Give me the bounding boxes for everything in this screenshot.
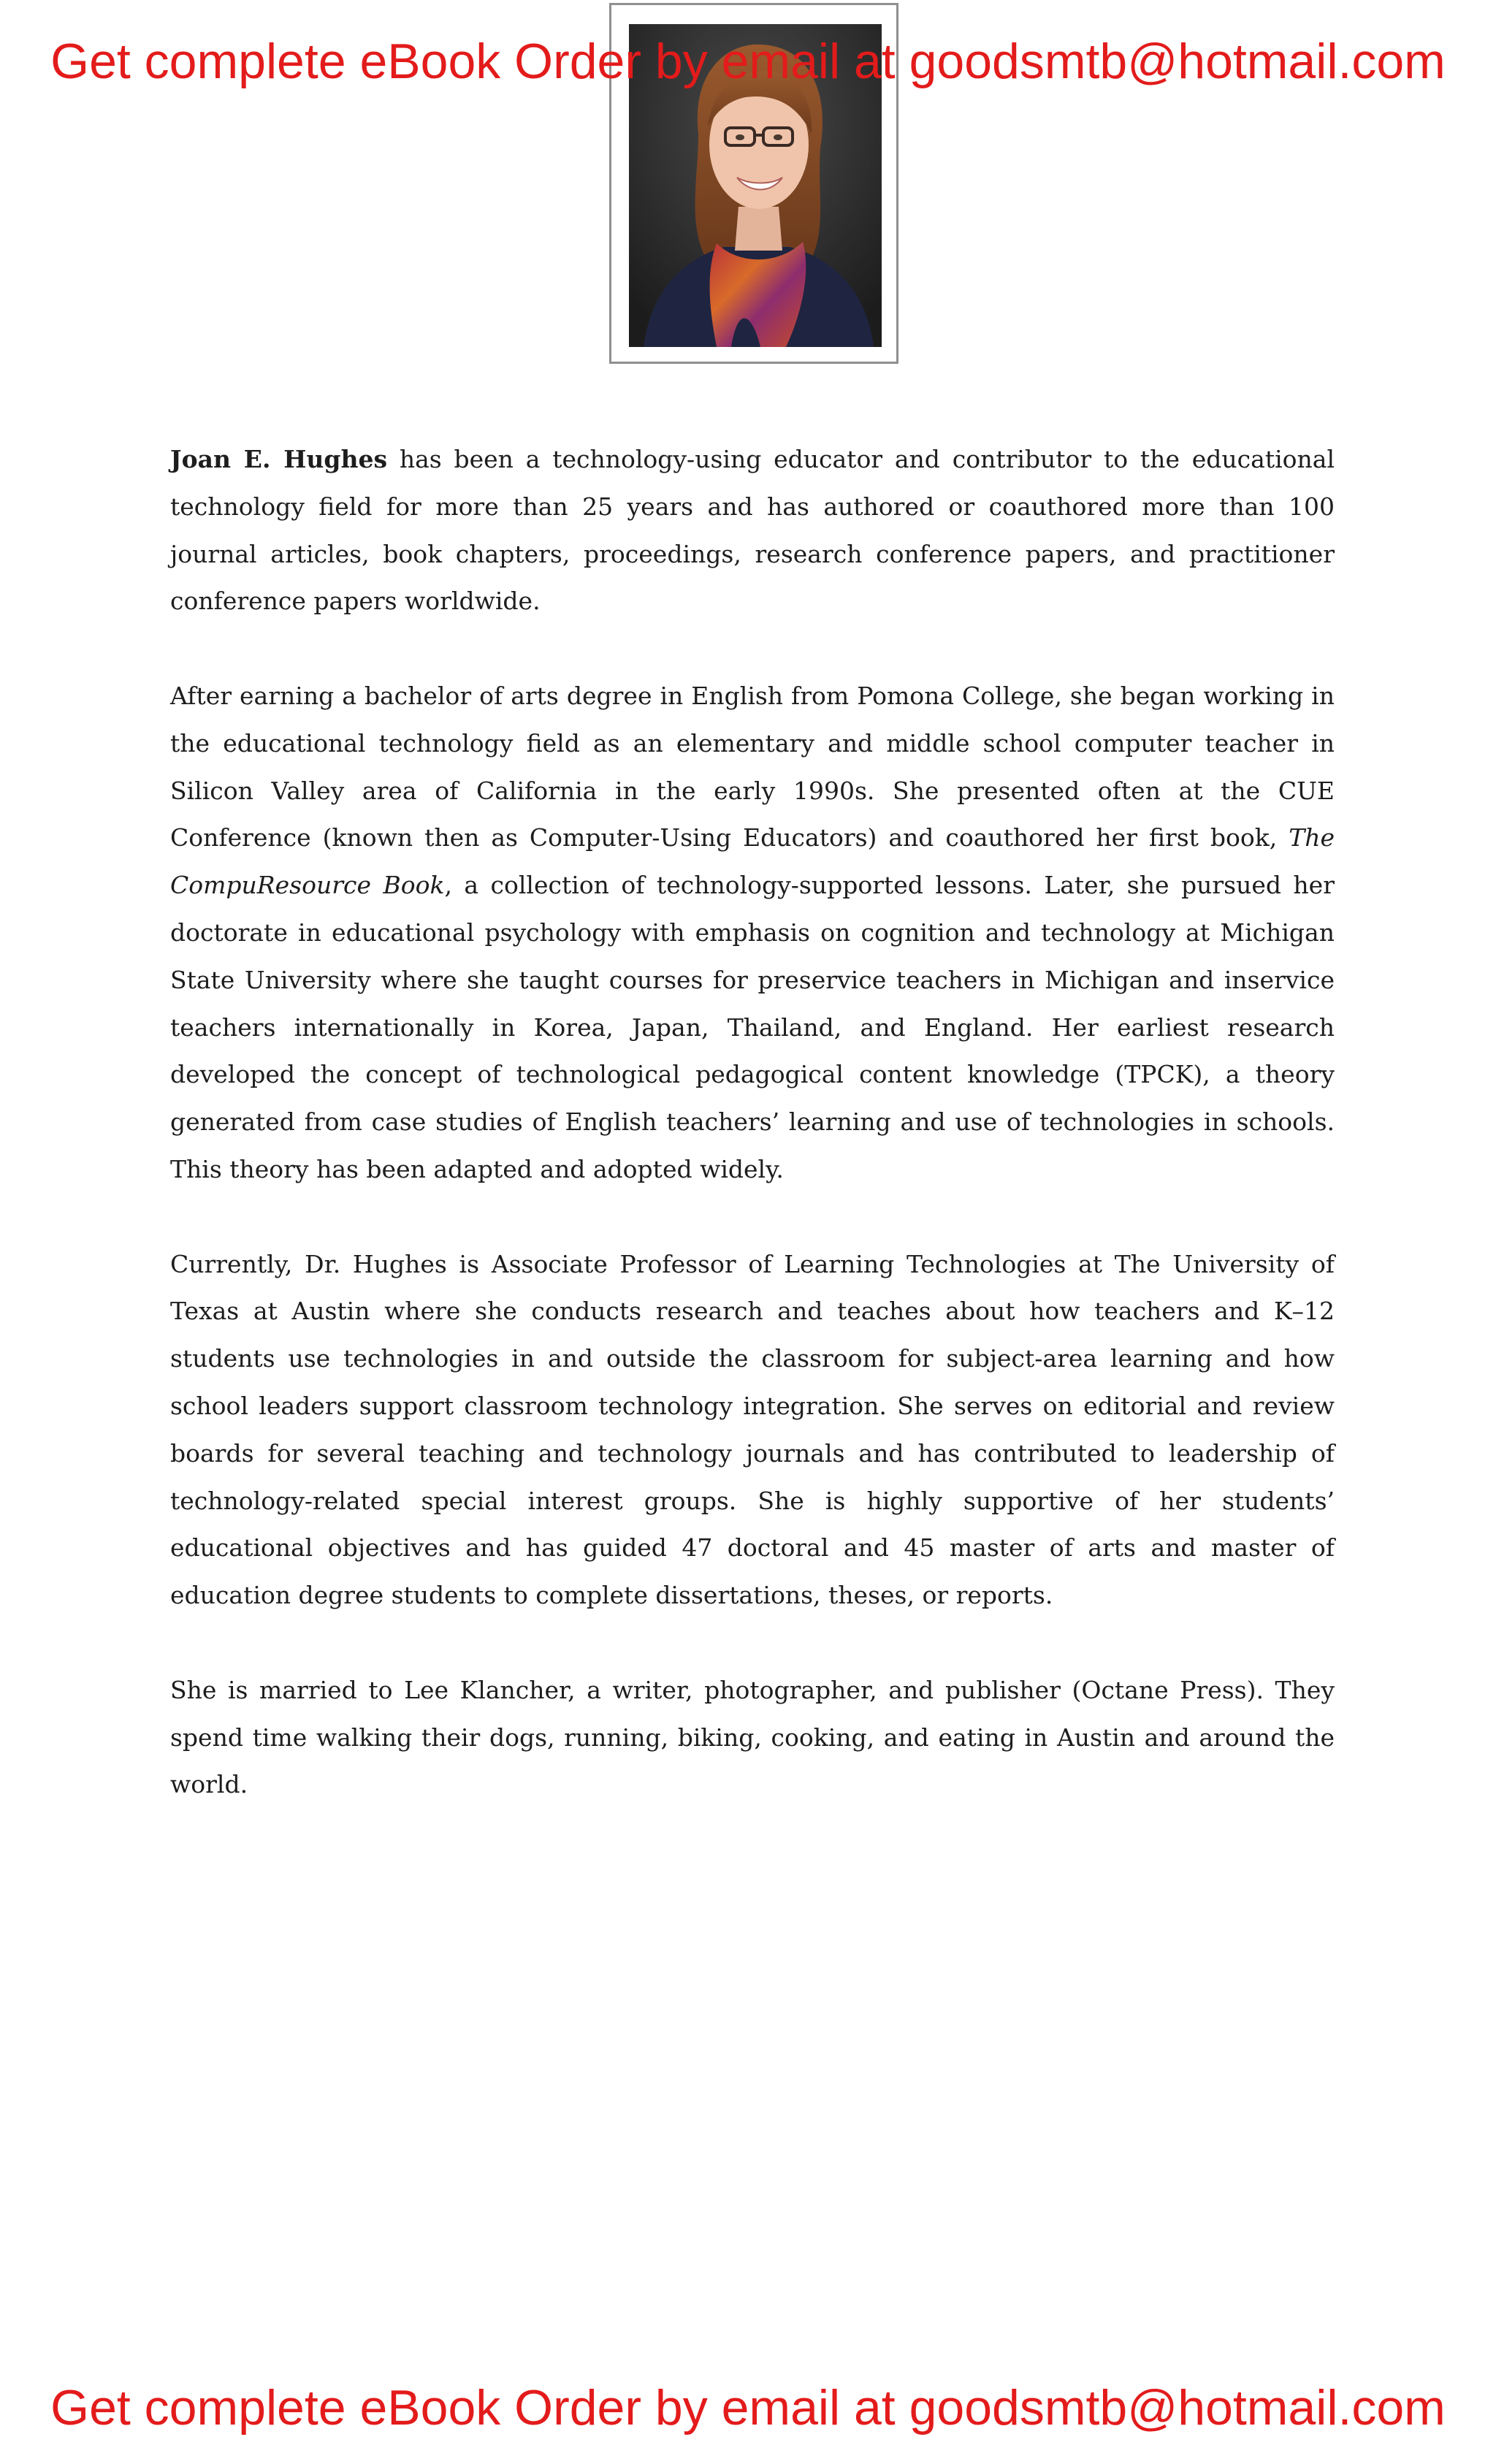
bottom-watermark-banner: Get complete eBook Order by email at goodsmtb@hotmail.com [50, 2380, 1446, 2436]
bio-paragraph-4: She is married to Lee Klancher, a writer, photographer, and publisher (Octane Press). They spend time walking their dogs, running, biking, cooking, and eating in Austin and around the world. [170, 1675, 1335, 1799]
bio-paragraph-2-after: , a collection of technology-supported lessons. Later, she pursued her doctorate in educational psychology with emphasis on cognition and technology at Michigan State University where she taught courses for preservice teachers in Michigan and inservice teachers internationally in Korea, Japan, Thailand, and England. Her earliest research developed the concept of technological pedagogical content knowledge (TPCK), a theory generated from case studies of English teachers’ learning and use of technologies in schools. This theory has been adapted and adopted widely. [170, 871, 1335, 1183]
author-name: Joan E. Hughes [170, 445, 388, 473]
bio-paragraph-2 [170, 673, 1335, 1194]
bio-paragraph-1 [170, 436, 1335, 625]
bio-paragraph-2-before: After earning a bachelor of arts degree in English from Pomona College, she began working in the educational technology field as an elementary and middle school computer teacher in Silicon Valley area of California in the early 1990s. She presented often at the CUE Conference (known then as Computer-Using Educators) and coauthored her first book, [170, 681, 1335, 853]
bio-paragraph-1-text: has been a technology-using educator and contributor to the educational technology field for more than 25 years and has authored or coauthored more than 100 journal articles, book chapters, proceedings, research conference papers, and practitioner conference papers worldwide. [170, 445, 1335, 616]
book-title: The CompuResource Book [170, 823, 1335, 900]
bio-paragraph-3: Currently, Dr. Hughes is Associate Professor of Learning Technologies at The University of Texas at Austin where she conducts research and teaches about how teachers and K–12 students use technologies in and outside the classroom for subject-area learning and how school leaders support classroom technology integration. She serves on editorial and review boards for several teaching and technology journals and has contributed to leadership of technology-related special interest groups. She is highly supportive of her students’ educational objectives and has guided 47 doctoral and 45 master of arts and master of education degree students to complete dissertations, theses, or reports. [170, 1249, 1335, 1610]
top-watermark-banner: Get complete eBook Order by email at goodsmtb@hotmail.com [50, 34, 1446, 89]
author-biography [170, 436, 1335, 1856]
